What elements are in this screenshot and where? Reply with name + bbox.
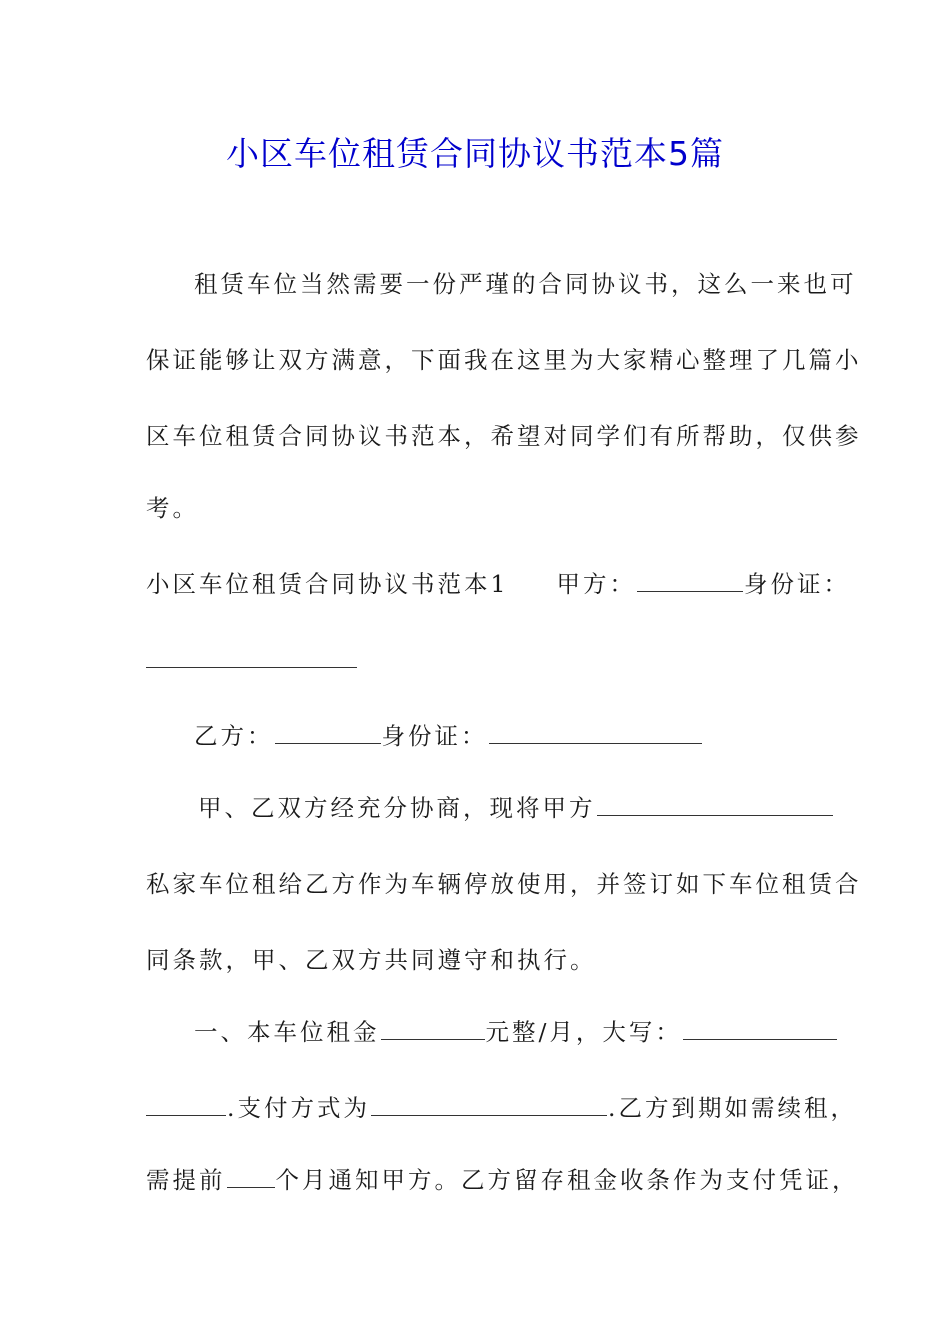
party-a-name-blank[interactable] — [637, 569, 743, 592]
article-1-text-f: 个月通知甲方。乙方留存租金收条作为支付凭证， — [275, 1166, 859, 1194]
article-1-text-e: 需提前 — [146, 1166, 226, 1194]
article-1-line-2 — [146, 1088, 857, 1128]
party-a-id-blank[interactable] — [146, 645, 357, 668]
paragraph-1-line-2: 私家车位租给乙方作为车辆停放使用，并签订如下车位租赁合 — [146, 870, 862, 898]
page-title: 小区车位租赁合同协议书范本5篇 — [226, 134, 724, 173]
rent-uppercase-blank-cont[interactable] — [146, 1093, 226, 1116]
party-b-id-blank[interactable] — [489, 721, 702, 744]
parking-space-blank[interactable] — [597, 793, 833, 816]
notice-months-blank[interactable] — [227, 1165, 275, 1188]
party-b-label: 乙方： — [194, 722, 274, 750]
article-1-text-b: 元整/月，大写： — [485, 1018, 682, 1046]
section-1-heading-line — [146, 564, 850, 604]
payment-method-blank[interactable] — [371, 1093, 607, 1116]
section-1-heading: 小区车位租赁合同协议书范本1 — [146, 570, 509, 598]
rent-amount-blank[interactable] — [381, 1017, 485, 1040]
rent-uppercase-blank[interactable] — [683, 1017, 837, 1040]
article-1-text-d: .乙方到期如需续租， — [607, 1094, 857, 1122]
article-1-text-a: 一、本车位租金 — [194, 1018, 380, 1046]
article-1-text-c: .支付方式为 — [227, 1094, 370, 1122]
party-b-line — [194, 716, 864, 756]
article-1-line-1 — [194, 1012, 864, 1052]
intro-line-4: 考。 — [146, 494, 199, 522]
party-a-label: 甲方： — [556, 570, 636, 598]
intro-line-2: 保证能够让双方满意，下面我在这里为大家精心整理了几篇小 — [146, 346, 862, 374]
paragraph-1-text-a: 甲、乙双方经充分协商，现将甲方 — [198, 794, 596, 822]
intro-line-1: 租赁车位当然需要一份严瑾的合同协议书，这么一来也可 — [194, 270, 857, 298]
party-b-id-label: 身份证： — [381, 722, 488, 750]
article-1-line-3 — [146, 1160, 859, 1200]
paragraph-1-line-3: 同条款，甲、乙双方共同遵守和执行。 — [146, 946, 597, 974]
party-b-name-blank[interactable] — [275, 721, 381, 744]
party-a-id-label: 身份证： — [743, 570, 850, 598]
intro-line-3: 区车位租赁合同协议书范本，希望对同学们有所帮助，仅供参 — [146, 422, 862, 450]
party-a-id-line — [146, 640, 816, 680]
paragraph-1-line-1 — [198, 788, 868, 828]
